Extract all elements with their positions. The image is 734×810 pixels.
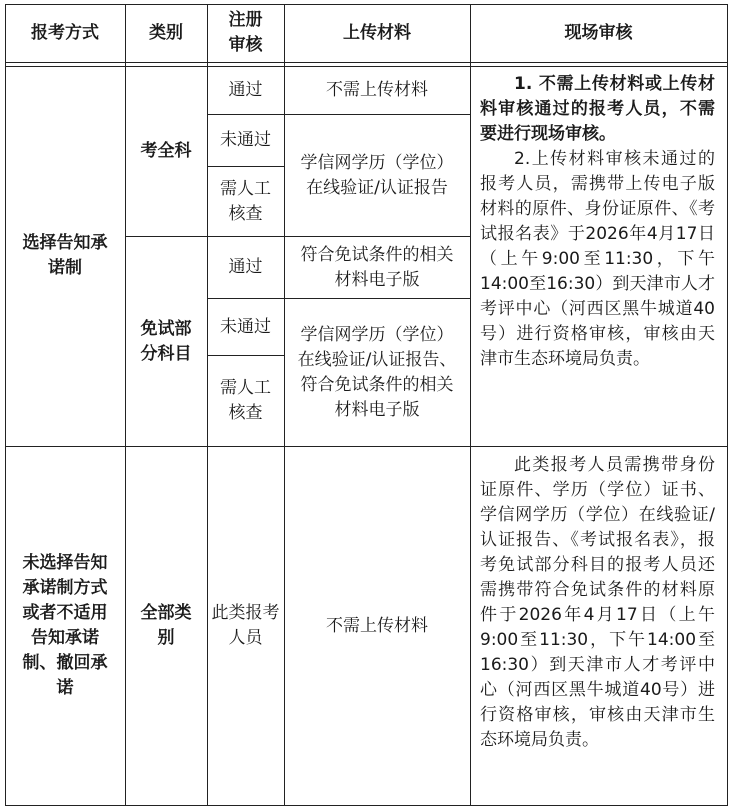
status-manual: 需人工核查 (220, 378, 271, 423)
reg-review-all: 此类报考人员 (211, 603, 280, 648)
category-all: 全部类别 (140, 603, 192, 648)
status-pass: 通过 (228, 79, 263, 100)
onsite-note: 此类报考人员需携带身份证原件、学历（学位）证书、学信网学历（学位）在线验证/认证报告、《考试报名表》，报考免试部分科目的报考人员还需携带符合免试条件的材料原件于2026年4月17日（上午9:00至11:30，下午14:00至16:30）到天津市人才考评中心（河西区黑牛城道40号）进行资格审核，审核由天津市生态环境局负责。 (480, 455, 715, 750)
upload-exempt-fail: 学信网学历（学位）在线验证/认证报告、符合免试条件的相关材料电子版 (297, 324, 457, 420)
header-category: 类别 (149, 22, 183, 43)
category-full: 考全科 (140, 140, 192, 161)
upload-exempt-pass: 符合免试条件的相关材料电子版 (300, 244, 454, 290)
method-no-commitment: 未选择告知承诺制方式或者不适用告知承诺制、撤回承诺 (22, 553, 108, 698)
header-method: 报考方式 (31, 22, 99, 43)
upload-none: 不需上传材料 (326, 79, 428, 100)
upload-none: 不需上传材料 (326, 615, 428, 636)
table-border-right (727, 4, 728, 806)
onsite-note-1: 1. 不需上传材料或上传材料审核通过的报考人员，不需要进行现场审核。 (480, 74, 715, 144)
header-onsite: 现场审核 (564, 22, 633, 43)
table-border-bottom (5, 805, 728, 806)
header-upload: 上传材料 (343, 22, 411, 43)
status-manual: 需人工核查 (220, 178, 271, 224)
onsite-no-commitment (470, 447, 727, 805)
upload-full-fail: 学信网学历（学位）在线验证/认证报告 (300, 152, 454, 198)
status-fail: 未通过 (220, 316, 271, 337)
onsite-commitment (470, 66, 727, 446)
category-exempt: 免试部分科目 (140, 318, 192, 364)
method-commitment: 选择告知承诺制 (22, 233, 108, 278)
header-reg-review: 注册审核 (228, 10, 263, 55)
onsite-note-2: 2.上传材料审核未通过的报考人员，需携带上传电子版材料的原件、身份证原件、《考试报名表》于2026年4月17日（上午9:00至11:30，下午14:00至16:30）到天津市人才考评中心（河西区黑牛城道40号）进行资格审核，审核由天津市生态环境局负责。 (480, 149, 715, 369)
status-fail: 未通过 (220, 130, 271, 150)
status-pass: 通过 (228, 257, 263, 277)
